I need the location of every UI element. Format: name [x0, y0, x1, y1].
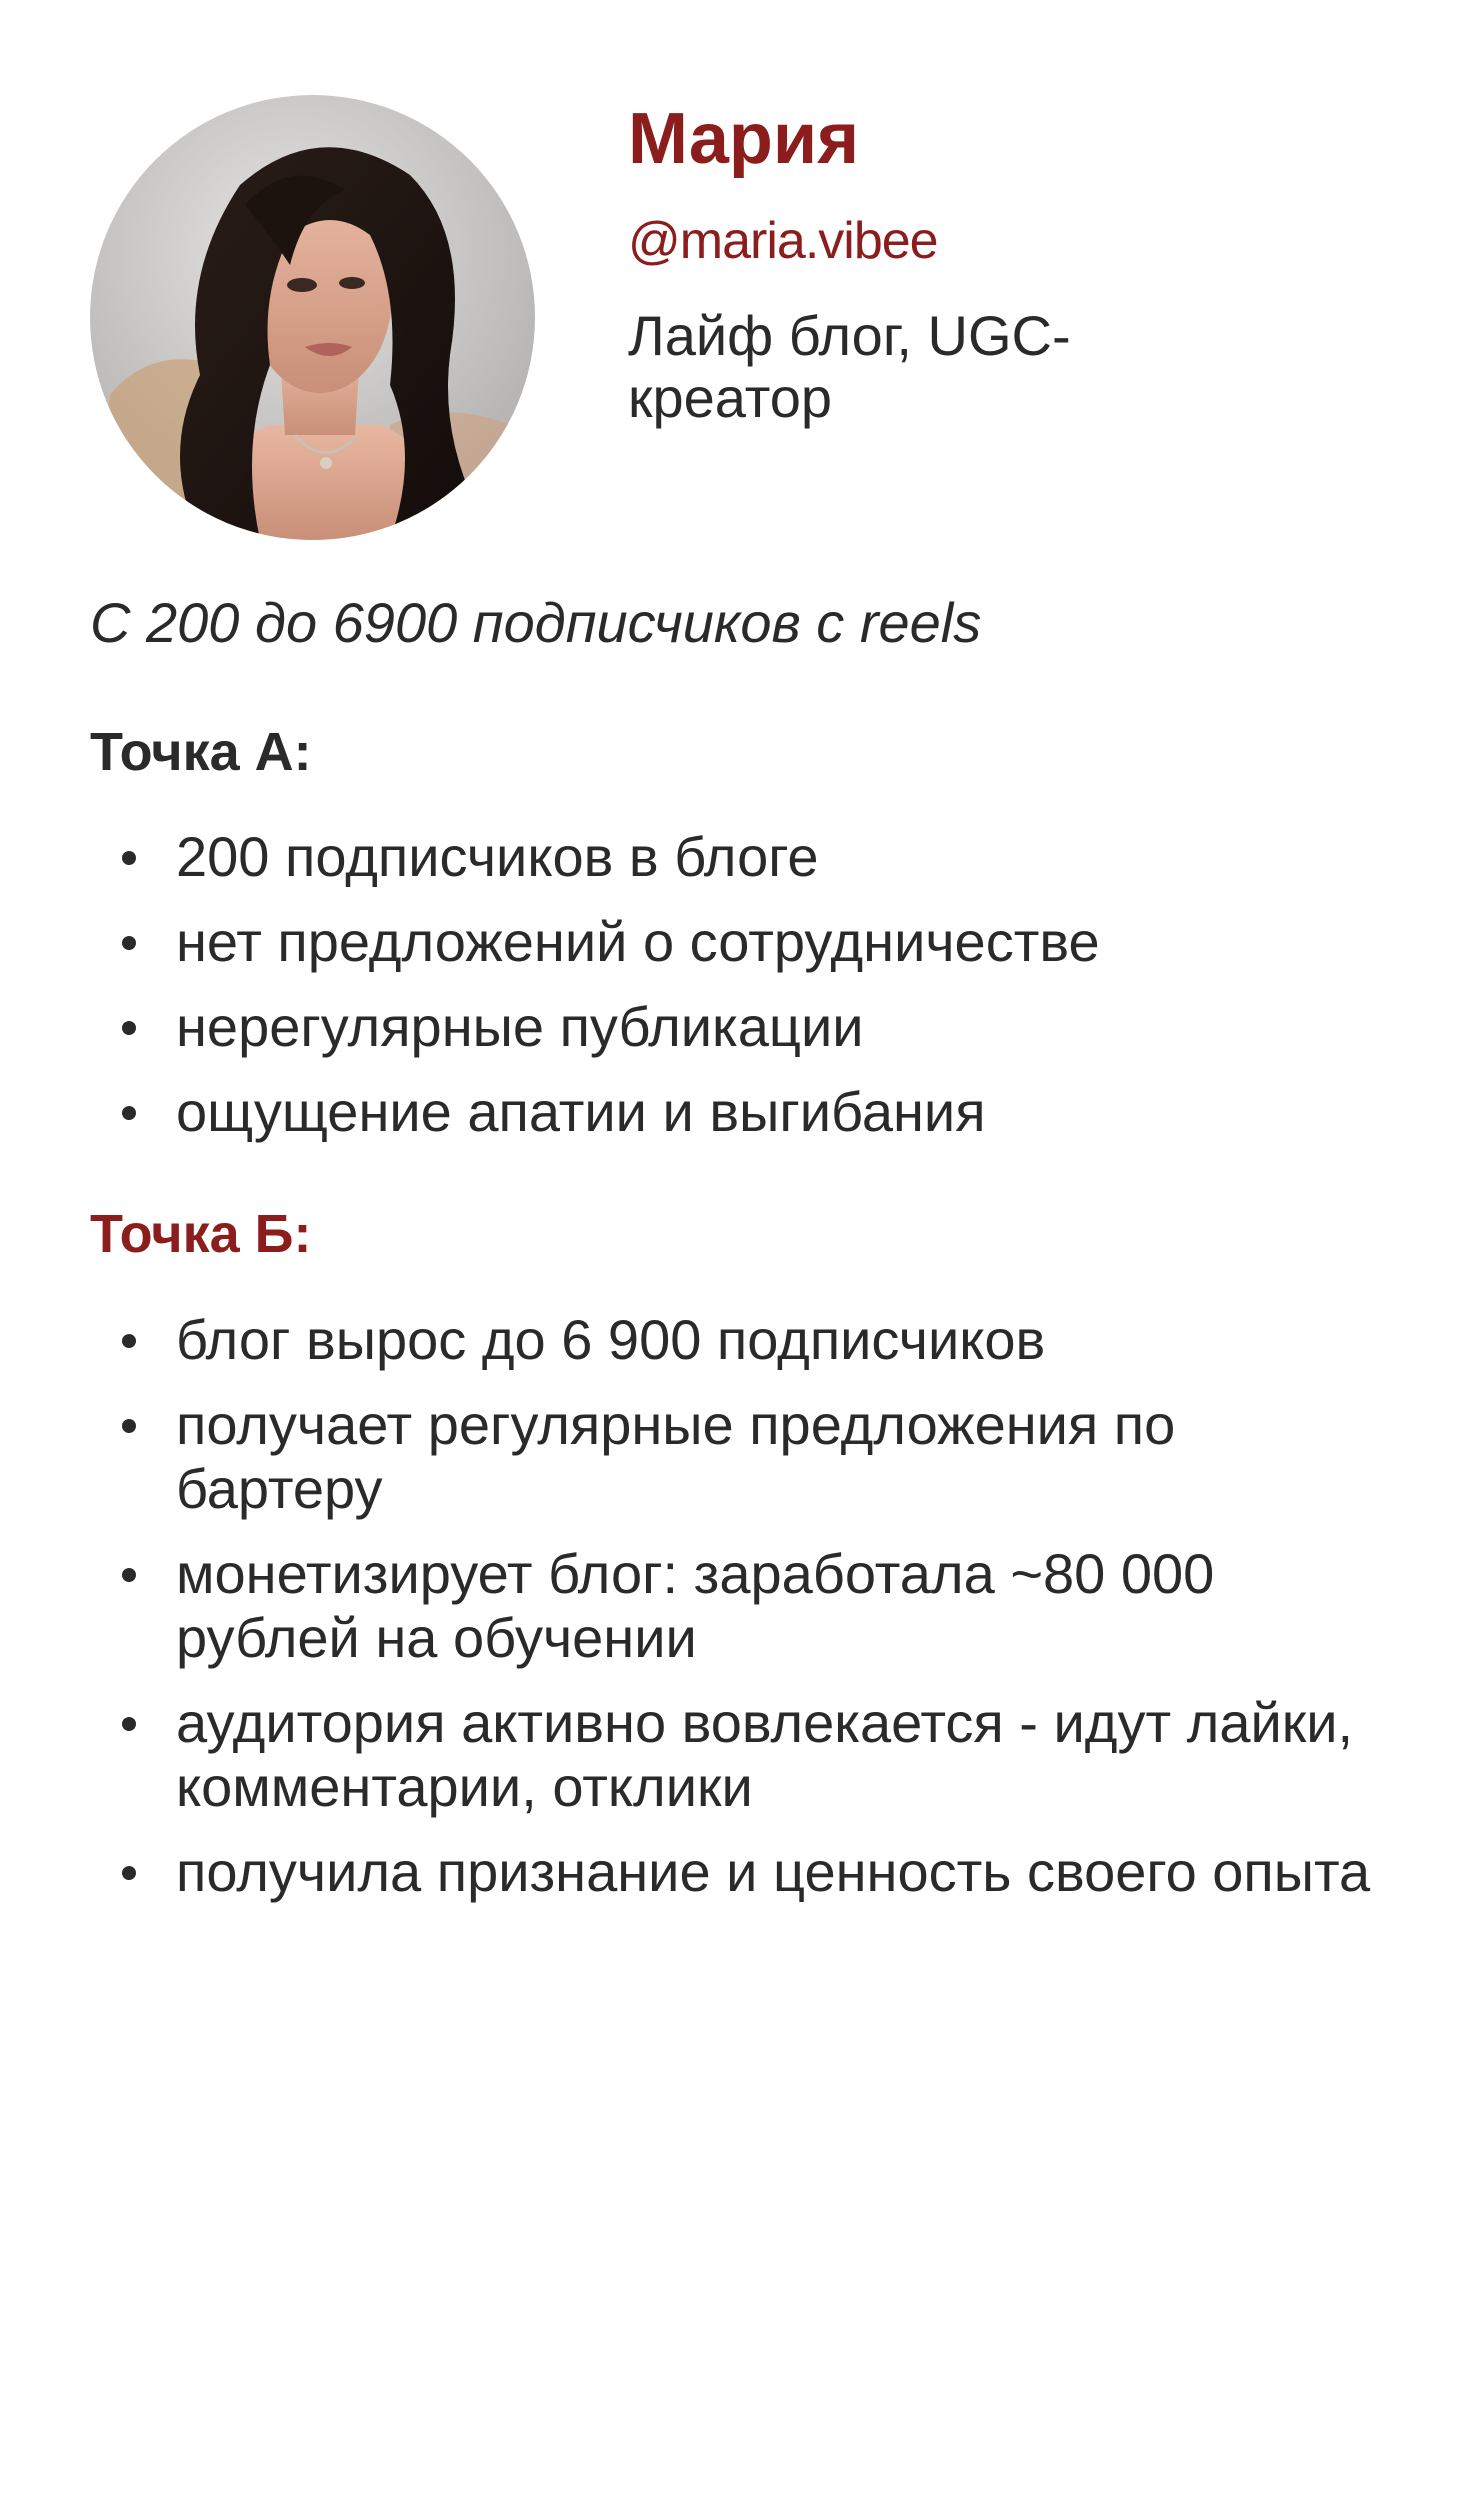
list-item-text: нет предложений о сотрудничестве — [176, 910, 1100, 973]
bullet-icon — [122, 1866, 136, 1880]
list-item — [90, 1393, 1380, 1521]
case-tagline: С 200 до 6900 подписчиков с reels — [90, 591, 982, 654]
list-item — [90, 1691, 1380, 1819]
list-item-text: блог вырос до 6 900 подписчиков — [176, 1308, 1046, 1371]
bullet-icon — [122, 1021, 136, 1035]
list-item-text: 200 подписчиков в блоге — [176, 825, 819, 888]
list-item-text: монетизирует блог: заработала ~80 000 рублей на обучении — [176, 1542, 1215, 1669]
list-item-text: ощущение апатии и выгибания — [176, 1080, 986, 1143]
profile-card — [90, 95, 1390, 540]
bullet-icon — [122, 1568, 136, 1582]
list-item — [90, 1308, 1380, 1372]
point-a-list — [90, 825, 1380, 1165]
profile-name: Мария — [628, 99, 860, 179]
profile-role: Лайф блог, UGC-креатор — [628, 304, 1071, 429]
list-item — [90, 1080, 1380, 1144]
list-item — [90, 995, 1380, 1059]
avatar-photo — [90, 95, 535, 540]
bullet-icon — [122, 1419, 136, 1433]
bullet-icon — [122, 1106, 136, 1120]
list-item — [90, 1840, 1380, 1904]
list-item-text: получила признание и ценность своего опыта — [176, 1840, 1371, 1903]
bullet-icon — [122, 1717, 136, 1731]
bullet-icon — [122, 936, 136, 950]
bullet-icon — [122, 851, 136, 865]
list-item-text: аудитория активно вовлекается - идут лайки, комментарии, отклики — [176, 1691, 1354, 1818]
list-item — [90, 1542, 1380, 1670]
bullet-icon — [122, 1334, 136, 1348]
profile-handle[interactable]: @maria.vibee — [628, 212, 938, 270]
list-item — [90, 910, 1380, 974]
point-b-title: Точка Б: — [90, 1204, 312, 1264]
avatar — [90, 95, 535, 540]
list-item-text: нерегулярные публикации — [176, 995, 864, 1058]
list-item — [90, 825, 1380, 889]
point-a-title: Точка А: — [90, 722, 312, 782]
list-item-text: получает регулярные предложения по бартеру — [176, 1393, 1176, 1520]
point-b-list — [90, 1308, 1380, 1925]
